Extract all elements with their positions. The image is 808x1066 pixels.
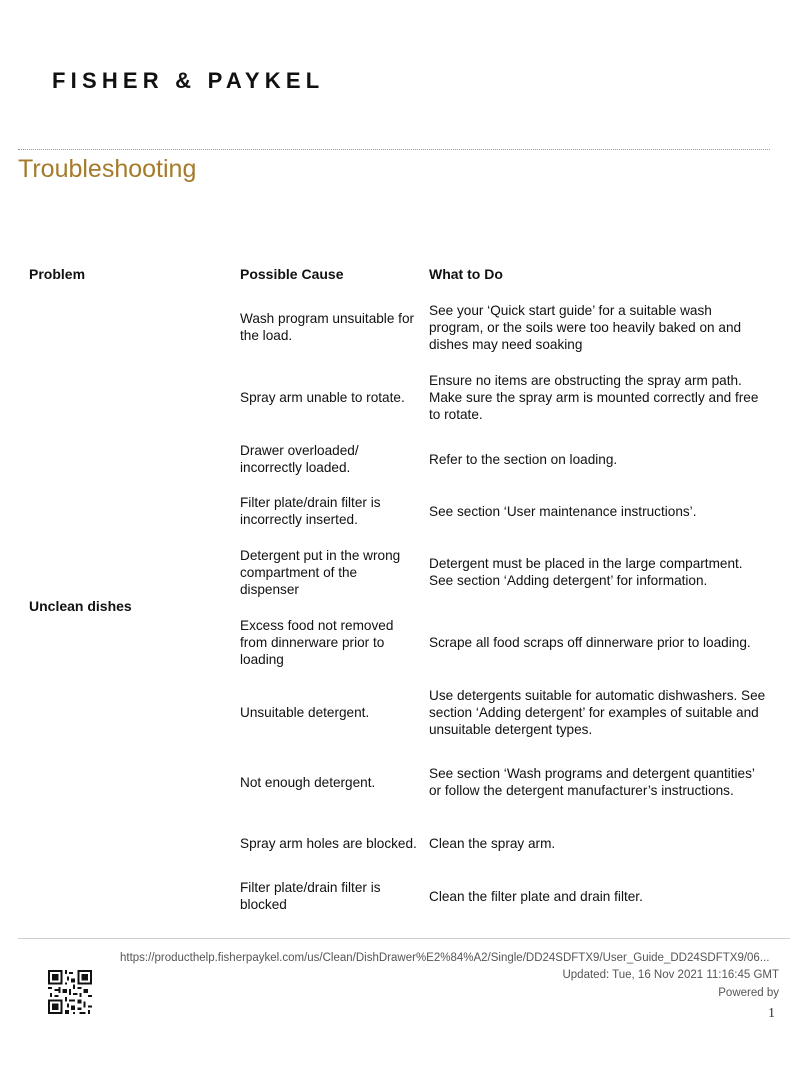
cause-cell: Wash program unsuitable for the load. bbox=[240, 311, 415, 343]
todo-cell: See your ‘Quick start guide’ for a suitable wash program, or the soils were too heavily baked on and dishes may need soaking bbox=[429, 302, 742, 352]
cause-cell: Spray arm unable to rotate. bbox=[240, 389, 405, 405]
source-url-link[interactable]: https://producthelp.fisherpaykel.com/us/Clean/DishDrawer%E2%84%A2/Single/DD24SDFTX9/User_Guide_DD24SDFTX9/06... bbox=[120, 952, 770, 964]
cause-cell: Drawer overloaded/ incorrectly loaded. bbox=[240, 443, 359, 475]
todo-cell: Detergent must be placed in the large compartment. See section ‘Adding detergent’ for information. bbox=[429, 556, 743, 588]
table-row bbox=[0, 824, 808, 862]
qr-code-icon bbox=[48, 970, 92, 1014]
column-header-problem: Problem bbox=[29, 266, 86, 282]
cause-cell: Not enough detergent. bbox=[240, 774, 376, 790]
todo-cell: Clean the spray arm. bbox=[429, 835, 556, 851]
table-row bbox=[0, 877, 808, 915]
page-title: Troubleshooting bbox=[18, 155, 197, 183]
table-row bbox=[0, 300, 808, 354]
column-header-possible-cause: Possible Cause bbox=[240, 266, 344, 282]
todo-cell: Ensure no items are obstructing the spray arm path. Make sure the spray arm is mounted correctly and free to rotate. bbox=[429, 372, 759, 422]
cause-cell: Excess food not removed from dinnerware prior to loading bbox=[240, 617, 394, 667]
todo-cell: Refer to the section on loading. bbox=[429, 451, 618, 467]
cause-cell: Unsuitable detergent. bbox=[240, 704, 370, 720]
todo-cell: Use detergents suitable for automatic dishwashers. See section ‘Adding detergent’ for examples of suitable and unsuitable detergent types. bbox=[429, 687, 766, 737]
table-row bbox=[0, 492, 808, 530]
cause-cell: Filter plate/drain filter is blocked bbox=[240, 880, 381, 912]
page-number: 1 bbox=[768, 1006, 775, 1021]
table-row bbox=[0, 755, 808, 809]
cause-cell: Spray arm holes are blocked. bbox=[240, 835, 417, 851]
problem-cell: Unclean dishes bbox=[29, 598, 132, 614]
updated-timestamp: Updated: Tue, 16 Nov 2021 11:16:45 GMT bbox=[562, 969, 779, 981]
brand-logo: FISHER & PAYKEL bbox=[52, 68, 325, 93]
table-row bbox=[0, 545, 808, 599]
table-row bbox=[0, 685, 808, 739]
todo-cell: See section ‘Wash programs and detergent quantities’ or follow the detergent manufacturer’s instructions. bbox=[429, 766, 755, 798]
header-divider bbox=[18, 149, 770, 150]
cause-cell: Detergent put in the wrong compartment of the dispenser bbox=[240, 547, 401, 597]
todo-cell: Clean the filter plate and drain filter. bbox=[429, 888, 643, 904]
todo-cell: See section ‘User maintenance instructions’. bbox=[429, 503, 697, 519]
todo-cell: Scrape all food scraps off dinnerware prior to loading. bbox=[429, 634, 751, 650]
column-header-what-to-do: What to Do bbox=[429, 266, 503, 282]
footer-divider bbox=[18, 938, 790, 939]
table-row bbox=[0, 370, 808, 424]
table-row bbox=[0, 440, 808, 478]
cause-cell: Filter plate/drain filter is incorrectly inserted. bbox=[240, 495, 381, 527]
powered-by-label: Powered by bbox=[718, 987, 779, 999]
table-row bbox=[0, 615, 808, 669]
